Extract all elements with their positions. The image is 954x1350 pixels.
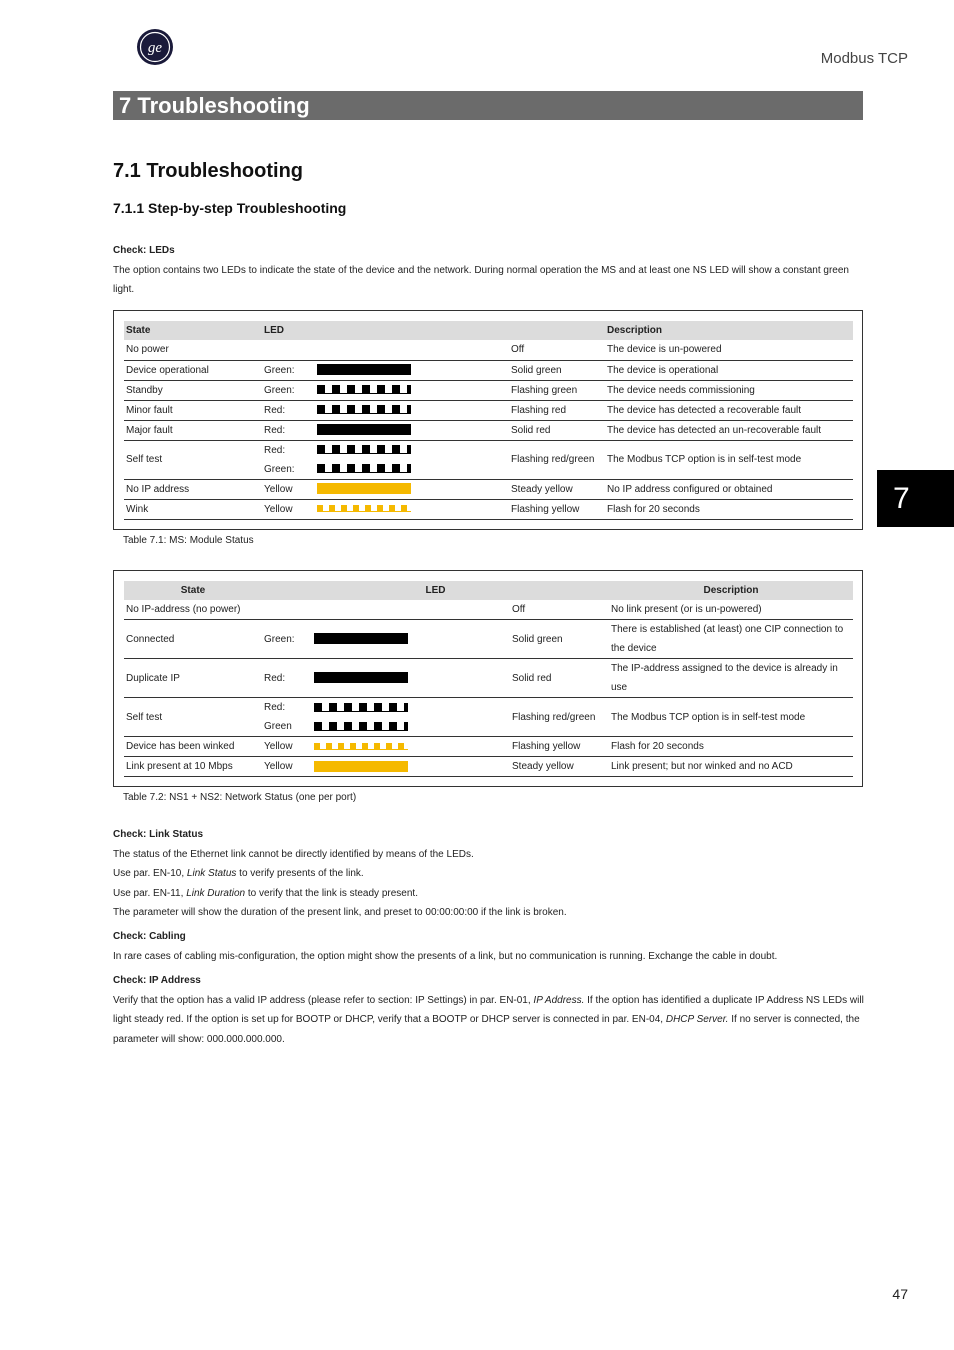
ms-status-table [124, 321, 853, 520]
description-cell: There is established (at least) one CIP connection to the device [609, 620, 853, 659]
led-mode-cell: Flashing red [509, 400, 605, 420]
parameter-name: Link Duration [186, 887, 246, 899]
description-cell: The Modbus TCP option is in self-test mode [609, 698, 853, 737]
led-indicator-dash-black [314, 722, 408, 731]
table-row [124, 440, 853, 460]
description-cell: No IP address configured or obtained [605, 479, 853, 499]
ge-logo [136, 28, 174, 66]
led-mode-cell: Solid red [510, 659, 609, 698]
ip-address-text [113, 991, 865, 1050]
check-leds-text: The option contains two LEDs to indicate the state of the device and the network. During normal operation the MS and at least one NS LED will show a constant green light. [113, 264, 849, 295]
state-cell: Self test [124, 698, 262, 737]
table-header-row [124, 581, 853, 600]
text-run: Use par. EN-11, [113, 887, 187, 899]
led-pattern-cell [315, 400, 509, 420]
led-color-cell: Green: [262, 360, 315, 380]
document-title: Modbus TCP [820, 50, 908, 67]
led-pattern-cell [315, 380, 509, 400]
parameter-name: DHCP Server. [665, 1014, 729, 1025]
state-cell: No IP address [124, 479, 262, 499]
led-pattern-cell [312, 600, 510, 620]
led-indicator-solid-yellow [317, 483, 411, 494]
led-pattern-cell [312, 737, 510, 757]
description-cell: The device is operational [605, 360, 853, 380]
chapter-title-bar [113, 91, 863, 120]
text-run: If the option has identified a duplicate IP Address NS LEDs will light steady red. If the option is set up for BOOTP or DHCP, verify that a BOOTP or DHCP server is connected in par. EN-04, [113, 994, 864, 1025]
led-pattern-cell [315, 479, 509, 499]
state-cell: Minor fault [124, 400, 262, 420]
cabling-block [113, 927, 865, 966]
text-run: to verify presents of the link. [236, 868, 364, 879]
table-row [124, 757, 853, 777]
subsection-heading: 7.1.1 Step-by-step Troubleshooting [113, 200, 347, 216]
link-status-heading: Check: Link Status [113, 829, 204, 840]
led-pattern-cell [312, 659, 510, 698]
table-row [124, 420, 853, 440]
chapter-title: 7 Troubleshooting [119, 93, 310, 118]
text-run: If no server is connected, the parameter will show: 000.000.000.000. [113, 1014, 860, 1045]
header-state: State [124, 581, 262, 600]
description-cell: The Modbus TCP option is in self-test mode [605, 440, 853, 479]
page-number: 47 [892, 1286, 908, 1302]
section-heading: 7.1 Troubleshooting [113, 160, 304, 182]
led-color-cell [262, 340, 315, 360]
led-mode-cell: Off [510, 600, 609, 620]
led-color-cell: Green: [262, 380, 315, 400]
led-pattern-cell [315, 499, 509, 519]
led-indicator-solid-black [314, 633, 408, 644]
state-cell: Device has been winked [124, 737, 262, 757]
led-color-cell: Green [262, 717, 312, 737]
led-mode-cell: Flashing yellow [509, 499, 605, 519]
led-pattern-cell [312, 620, 510, 659]
led-color-cell: Green: [262, 460, 315, 480]
header-state: State [124, 321, 262, 340]
parameter-name: IP Address. [533, 994, 585, 1006]
description-cell: The device has detected a recoverable fault [605, 400, 853, 420]
state-cell: Connected [124, 620, 262, 659]
led-color-cell: Yellow [262, 499, 315, 519]
led-mode-cell: Solid green [510, 620, 609, 659]
ns-status-table-body [124, 600, 853, 777]
header-description: Description [609, 581, 853, 600]
led-mode-cell: Flashing red/green [510, 698, 609, 737]
state-cell: No power [124, 340, 262, 360]
led-indicator-dash-black [317, 405, 411, 414]
led-color-cell: Red: [264, 702, 286, 713]
text-run: to verify that the link is steady present. [245, 887, 418, 899]
led-indicator-dash-black [314, 703, 408, 712]
table-row [124, 360, 853, 380]
ns-status-table-frame [113, 570, 863, 787]
table-row [124, 340, 853, 360]
led-indicator-dash-yellow [317, 505, 411, 512]
led-indicator-dash-yellow [314, 743, 408, 750]
state-cell: Self test [124, 440, 262, 479]
link-status-line-2 [113, 864, 865, 884]
led-color-cell: Yellow [262, 737, 312, 757]
header-led: LED [262, 581, 609, 600]
table-row [124, 380, 853, 400]
table-row [124, 600, 853, 620]
led-pattern-cell [315, 420, 509, 440]
link-status-line-4: The parameter will show the duration of the present link, and preset to 00:00:00:00 if the link is broken. [113, 907, 567, 918]
header-description: Description [605, 321, 853, 340]
description-cell: Flash for 20 seconds [609, 737, 853, 757]
led-mode-cell: Solid green [509, 360, 605, 380]
description-cell: The IP-address assigned to the device is already in use [609, 659, 853, 698]
led-indicator-dash-black [317, 464, 411, 473]
check-leds-block [113, 241, 865, 300]
led-pattern-cell [315, 440, 509, 460]
led-color-cell: Red: [262, 400, 315, 420]
state-cell: Wink [124, 499, 262, 519]
led-color-cell: Green: [262, 620, 312, 659]
check-leds-heading: Check: LEDs [113, 245, 175, 256]
table-row [124, 737, 853, 757]
led-pattern-cell [315, 460, 509, 480]
led-mode-cell: Solid red [509, 420, 605, 440]
state-cell: Duplicate IP [124, 659, 262, 698]
led-indicator-solid-black [317, 424, 411, 435]
state-cell: Major fault [124, 420, 262, 440]
text-run: Verify that the option has a valid IP address (please refer to section: IP Settings) in par. EN-01, [113, 994, 534, 1006]
svg-text:ge: ge [147, 40, 163, 56]
led-mode-cell: Steady yellow [509, 479, 605, 499]
chapter-side-tab [877, 470, 954, 527]
table-caption-2: Table 7.2: NS1 + NS2: Network Status (one per port) [123, 792, 357, 803]
description-cell: Link present; but nor winked and no ACD [609, 757, 853, 777]
chapter-side-tab-number: 7 [893, 482, 910, 515]
led-pattern-cell [315, 360, 509, 380]
led-indicator-solid-yellow [314, 761, 408, 772]
cabling-heading: Check: Cabling [113, 931, 186, 942]
led-indicator-solid-black [314, 672, 408, 683]
ms-status-table-body [124, 340, 853, 519]
led-color-cell: Red: [262, 659, 312, 698]
cabling-text: In rare cases of cabling mis-configuration, the option might show the presents of a link, but no communication is running. Exchange the cable in doubt. [113, 950, 778, 962]
table-row [124, 479, 853, 499]
led-pattern-cell [315, 340, 509, 360]
led-mode-cell: Flashing red/green [509, 440, 605, 479]
ip-address-block [113, 971, 865, 1049]
link-status-line-1: The status of the Ethernet link cannot be directly identified by means of the LEDs. [113, 848, 474, 860]
led-mode-cell: Steady yellow [510, 757, 609, 777]
ip-address-heading: Check: IP Address [113, 975, 201, 986]
table-row [124, 659, 853, 698]
parameter-name: Link Status [186, 868, 237, 879]
table-row [124, 698, 853, 718]
table-header-row [124, 321, 853, 340]
state-cell: Standby [124, 380, 262, 400]
state-cell: No IP-address (no power) [124, 600, 262, 620]
led-pattern-cell [312, 717, 510, 737]
table-row [124, 620, 853, 659]
led-color-cell: Yellow [262, 757, 312, 777]
link-status-block [113, 825, 865, 923]
header-led: LED [262, 321, 605, 340]
description-cell: The device needs commissioning [605, 380, 853, 400]
description-cell: Flash for 20 seconds [605, 499, 853, 519]
table-caption-1: Table 7.1: MS: Module Status [123, 535, 254, 546]
led-indicator-dash-black [317, 385, 411, 394]
led-mode-cell: Flashing green [509, 380, 605, 400]
description-cell: The device is un-powered [605, 340, 853, 360]
led-indicator-solid-black [317, 364, 411, 375]
led-color-cell: Red: [262, 420, 315, 440]
led-mode-cell: Flashing yellow [510, 737, 609, 757]
link-status-line-3 [113, 884, 865, 904]
led-color-cell [262, 600, 312, 620]
table-row [124, 400, 853, 420]
led-color-cell: Yellow [262, 479, 315, 499]
table-row [124, 499, 853, 519]
led-pattern-cell [312, 698, 510, 718]
ms-status-table-frame [113, 310, 863, 530]
state-cell: Device operational [124, 360, 262, 380]
text-run: Use par. EN-10, [113, 868, 187, 879]
led-mode-cell: Off [509, 340, 605, 360]
description-cell: The device has detected an un-recoverable fault [605, 420, 853, 440]
description-cell: No link present (or is un-powered) [609, 600, 853, 620]
led-indicator-dash-black [317, 445, 411, 454]
led-pattern-cell [312, 757, 510, 777]
state-cell: Link present at 10 Mbps [124, 757, 262, 777]
ns-status-table [124, 581, 853, 777]
led-color-cell: Red: [264, 444, 286, 456]
